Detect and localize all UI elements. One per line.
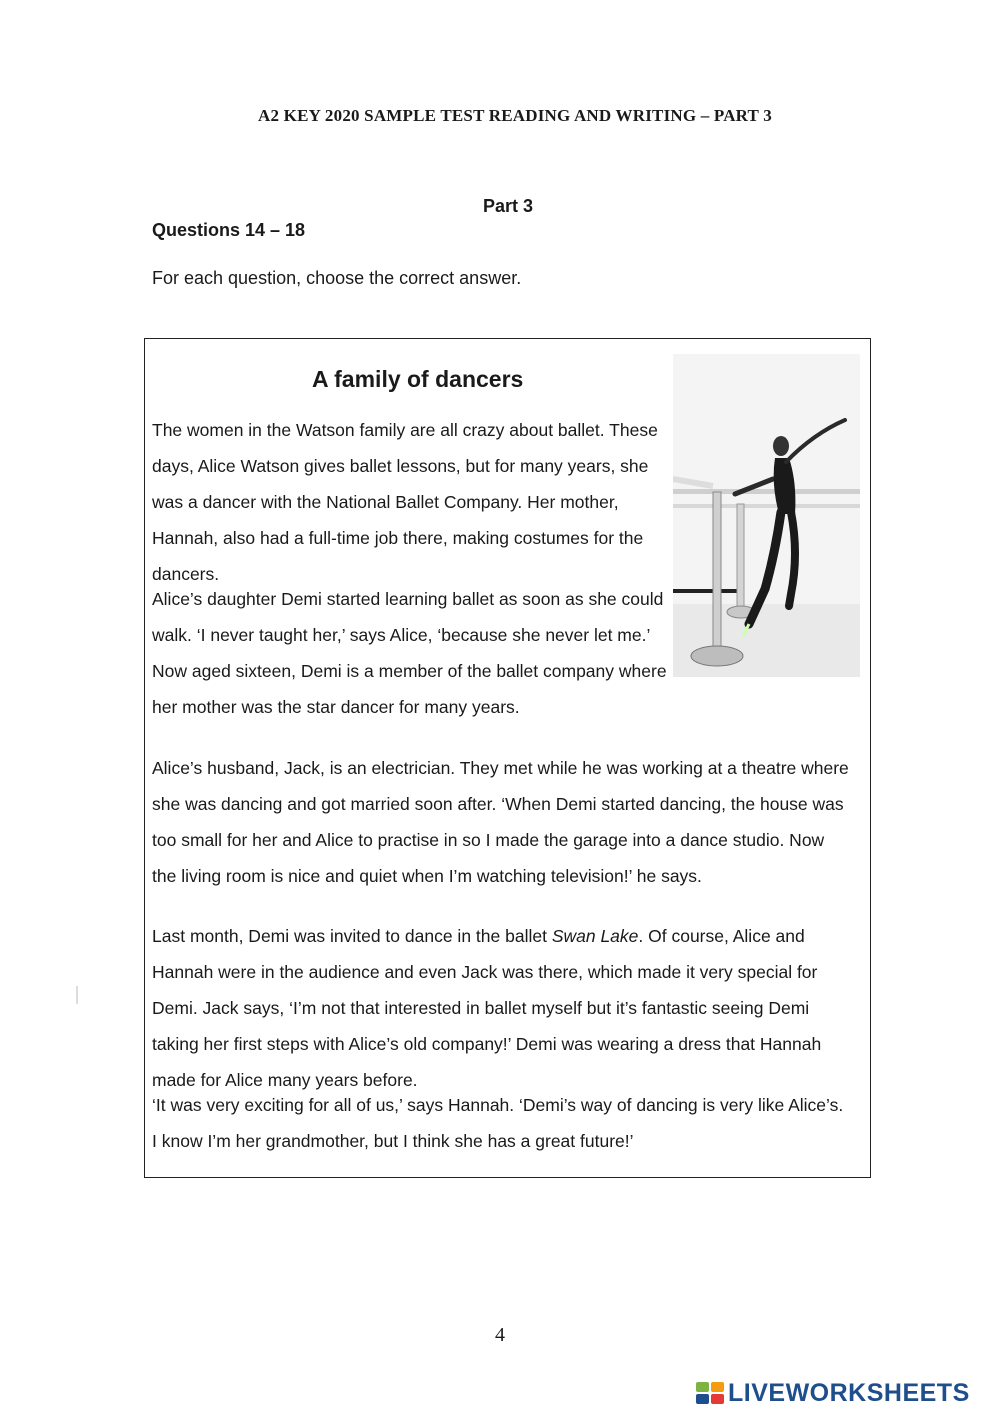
liveworksheets-logo-icon (696, 1380, 726, 1406)
ballet-dancer-illustration (673, 354, 860, 677)
page-number: 4 (495, 1324, 505, 1346)
article-paragraph-4 (152, 918, 852, 1098)
article-paragraph-3: Alice’s husband, Jack, is an electrician. They met while he was working at a theatre where she was dancing and got married soon after. ‘When Demi started dancing, the house was too small for her and Alice to practise in so I made the garage into a dance studio. Now the living room is nice and quiet when I’m watching television!’ he says. (152, 758, 849, 886)
paragraph-4-end: . Of course, Alice and Hannah were in the audience and even Jack was there, which made it very special for Demi. Jack says, ‘I’m not that interested in ballet myself but it’s fantastic seeing Demi taking her first steps with Alice’s old company!’ Demi was wearing a dress that Hannah made for Alice many years before. (152, 926, 822, 1090)
article-paragraph-5: ‘It was very exciting for all of us,’ says Hannah. ‘Demi’s way of dancing is very like Alice’s. I know I’m her grandmother, but I think she has a great future!’ (152, 1095, 844, 1151)
article-title: A family of dancers (312, 366, 524, 392)
liveworksheets-brand[interactable] (696, 1378, 996, 1408)
scan-mark (76, 986, 78, 1004)
instruction-text: For each question, choose the correct answer. (152, 268, 522, 288)
liveworksheets-wordmark: LIVEWORKSHEETS (728, 1378, 970, 1407)
ballet-title-swan-lake: Swan Lake (551, 926, 639, 946)
questions-range: Questions 14 – 18 (152, 220, 306, 240)
ballet-dancer-photo (673, 354, 860, 677)
article-paragraph-2: Alice’s daughter Demi started learning ballet as soon as she could walk. ‘I never taught her,’ says Alice, ‘because she never let me.’ Now aged sixteen, Demi is a member of the ballet company where her mother was the star dancer for many years. (152, 589, 667, 717)
paragraph-4-start: Last month, Demi was invited to dance in the ballet (152, 926, 552, 946)
page-header-title: A2 KEY 2020 SAMPLE TEST READING AND WRITING – PART 3 (258, 106, 772, 125)
part-label: Part 3 (482, 196, 534, 216)
article-paragraph-1: The women in the Watson family are all crazy about ballet. These days, Alice Watson gives ballet lessons, but for many years, she was a dancer with the National Ballet Company. Her mother, Hannah, also had a full-time job there, making costumes for the dancers. (152, 420, 658, 584)
